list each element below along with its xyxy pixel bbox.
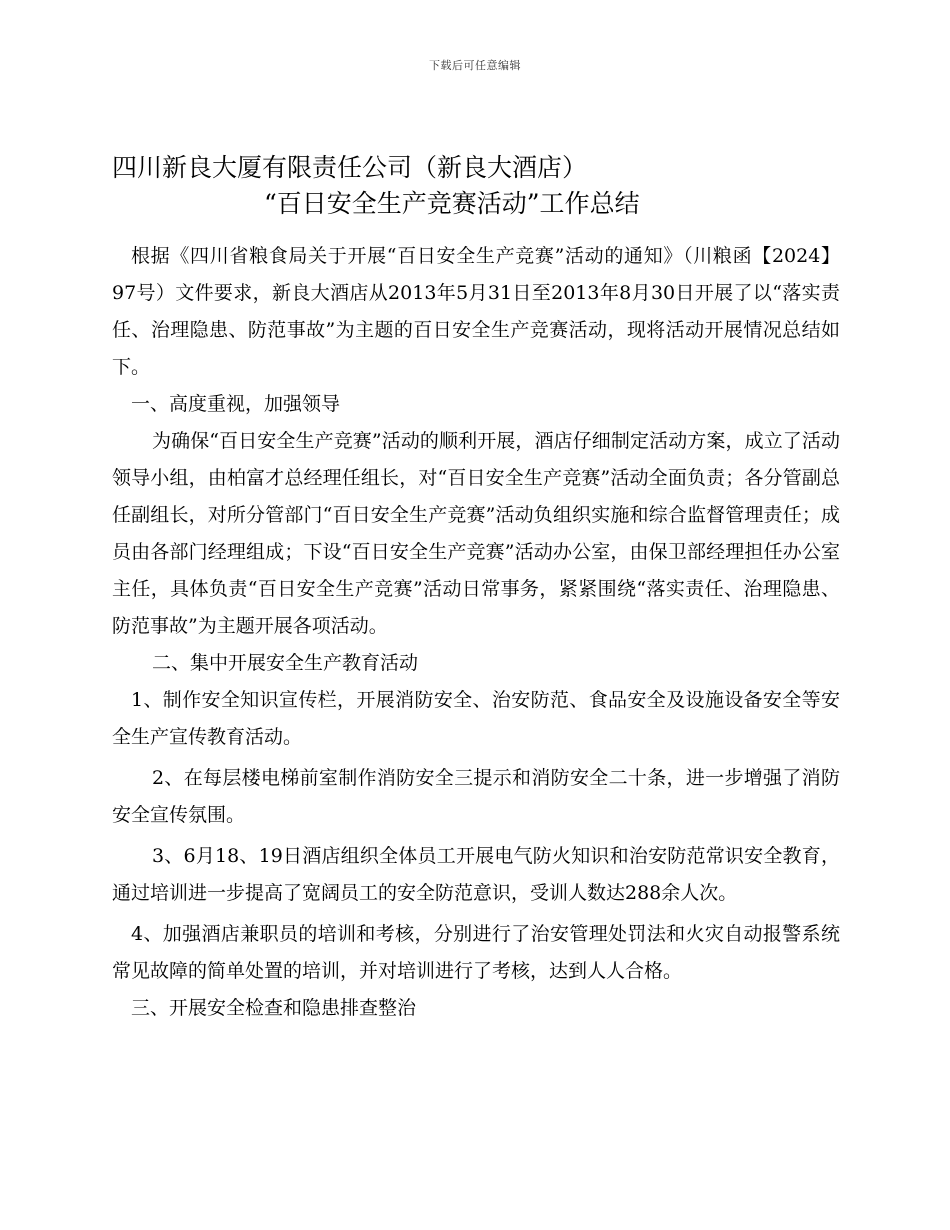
title-line-subject: “百日安全生产竞赛活动”工作总结 [264, 189, 640, 218]
section-heading-1: 一、高度重视，加强领导 [131, 393, 341, 415]
document-body [112, 238, 840, 1027]
paragraph-leadership: 为确保“百日安全生产竞赛”活动的顺利开展，酒店仔细制定活动方案，成立了活动领导小组，由柏富才总经理任组长，对“百日安全生产竞赛”活动全面负责；各分管副总任副组长，对所分管部门“百日安全生产竞赛”活动负组织实施和综合监督管理责任；成员由各部门经理组成；下设“百日安全生产竞赛”活动办公室，由保卫部经理担任办公室主任，具体负责“百日安全生产竞赛”活动日常事务，紧紧围绕“落实责任、治理隐患、防范事故”为主题开展各项活动。 [112, 430, 840, 637]
section-heading-3: 三、开展安全检查和隐患排查整治 [131, 997, 417, 1019]
header-note: 下载后可任意编辑 [429, 59, 521, 72]
list-item-3: 3、6月18、19日酒店组织全体员工开展电气防火知识和治安防范常识安全教育，通过培训进一步提高了宽阔员工的安全防范意识，受训人数达288余人次。 [112, 845, 840, 904]
paragraph-intro: 根据《四川省粮食局关于开展“百日安全生产竞赛”活动的通知》（川粮函【2024】97号）文件要求，新良大酒店从2013年5月31日至2013年8月30日开展了以“落实责任、治理隐患、防范事故”为主题的百日安全生产竞赛活动，现将活动开展情况总结如下。 [112, 245, 840, 378]
list-item-2: 2、在每层楼电梯前室制作消防安全三提示和消防安全二十条，进一步增强了消防安全宣传氛围。 [112, 767, 840, 826]
document-title [112, 150, 842, 222]
title-line-company: 四川新良大厦有限责任公司（新良大酒店） [112, 153, 588, 182]
list-item-1: 1、制作安全知识宣传栏，开展消防安全、治安防范、食品安全及设施设备安全等安全生产宣传教育活动。 [112, 689, 840, 748]
list-item-4: 4、加强酒店兼职员的培训和考核，分别进行了治安管理处罚法和火灾自动报警系统常见故障的简单处置的培训，并对培训进行了考核，达到人人合格。 [112, 923, 840, 982]
section-heading-2: 二、集中开展安全生产教育活动 [152, 652, 419, 674]
